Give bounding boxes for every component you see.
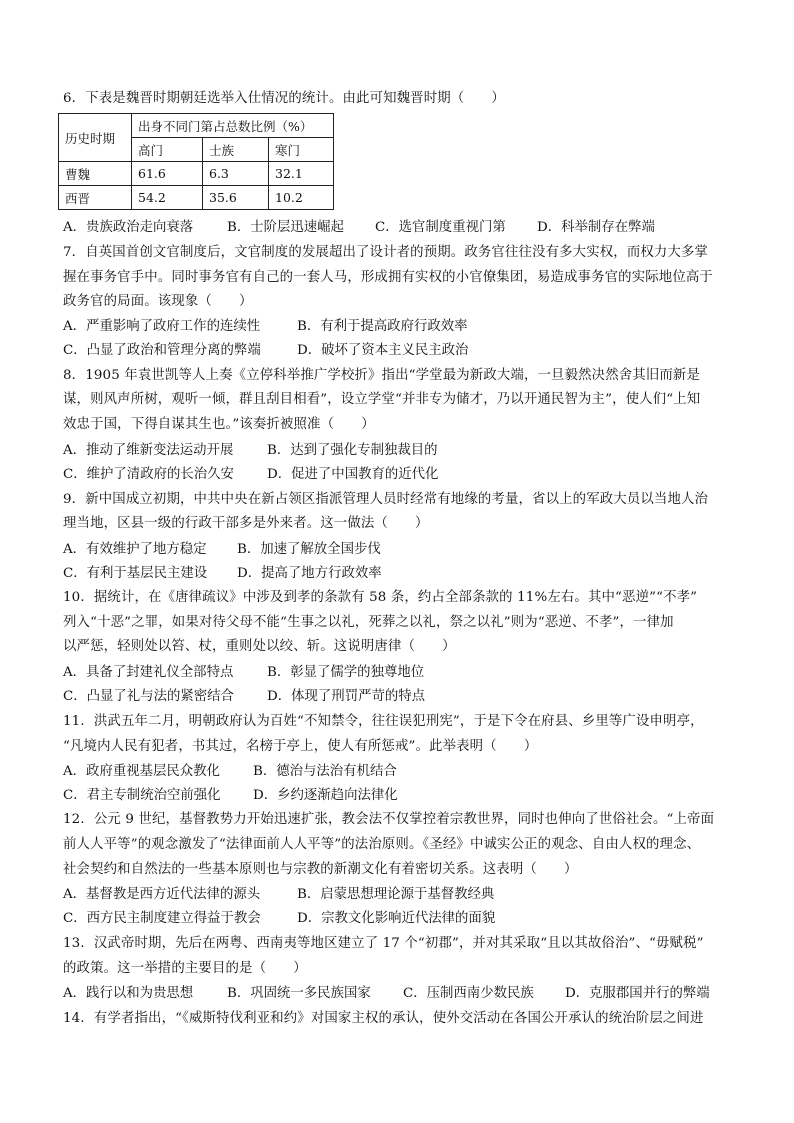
q10-line: 列入“十恶”之罪，如果对待父母不能“生事之以礼，死葬之以礼，祭之以礼”则为“恶逆、不孝”，一律加 xyxy=(63,615,674,630)
option-b[interactable]: B．启蒙思想理论源于基督教经典 xyxy=(297,887,495,902)
value-cell: 32.1 xyxy=(269,162,334,186)
option-d[interactable]: D．提高了地方行政效率 xyxy=(237,566,382,581)
value-cell: 54.2 xyxy=(132,186,203,210)
option-c[interactable]: C．凸显了政治和管理分离的弊端 xyxy=(63,343,261,358)
col-hanmen: 寒门 xyxy=(269,138,334,162)
period-cell: 曹魏 xyxy=(59,162,132,186)
option-a[interactable]: A．政府重视基层民众教化 xyxy=(63,764,220,779)
q14-line: 14．有学者指出，“《威斯特伐利亚和约》对国家主权的承认，使外交活动在各国公开承认的统治阶层之间进 xyxy=(63,1011,704,1026)
option-c[interactable]: C．凸显了礼与法的紧密结合 xyxy=(63,689,234,704)
option-c[interactable]: C．君主专制统治空前强化 xyxy=(63,788,221,803)
q10-line: 以严惩，轻则处以笞、杖，重则处以绞、斩。这说明唐律（ ） xyxy=(63,639,456,654)
q13-line: 13．汉武帝时期，先后在两粤、西南夷等地区建立了 17 个“初郡”，并对其采取“且以其故俗治”、“毋赋税” xyxy=(63,936,704,951)
q10-line: 10．据统计，在《唐律疏议》中涉及到孝的条款有 58 条，约占全部条款的 11%左右。其中“恶逆”“不孝” xyxy=(63,590,698,605)
q7-line: 握在事务官手中。同时事务官有自己的一套人马，形成拥有实权的小官僚集团，易造成事务官的实际地位高于 xyxy=(63,270,713,285)
q11-line: “凡境内人民有犯者，书其过，名榜于亭上，使人有所惩戒”。此举表明（ ） xyxy=(63,739,538,754)
q7-line: 7．自英国首创文官制度后，文官制度的发展超出了设计者的预期。政务官往往没有多大实权，而权力大多掌 xyxy=(63,245,709,260)
header-ratio: 出身不同门第占总数比例（%） xyxy=(132,114,334,138)
option-d[interactable]: D．破坏了资本主义民主政治 xyxy=(297,343,469,358)
q8-options-row1 xyxy=(63,442,438,460)
q9-options-row1 xyxy=(63,541,381,559)
q12-line: 12．公元 9 世纪，基督教势力开始迅速扩张，教会法不仅掌控着宗教世界，同时也伸向了世俗社会。“上帝面 xyxy=(63,812,715,827)
option-b[interactable]: B．士阶层迅速崛起 xyxy=(227,220,344,235)
header-period: 历史时期 xyxy=(59,114,132,162)
q12-options-row2 xyxy=(63,910,495,928)
option-c[interactable]: C．维护了清政府的长治久安 xyxy=(63,467,234,482)
option-a[interactable]: A．贵族政治走向衰落 xyxy=(63,220,194,235)
option-a[interactable]: A．推动了维新变法运动开展 xyxy=(63,443,234,458)
q12-line: 社会契约和自然法的一些基本原则也与宗教的新潮文化有着密切关系。这表明（ ） xyxy=(63,862,578,877)
col-gaomen: 高门 xyxy=(132,138,203,162)
q8-line: 8．1905 年袁世凯等人上奏《立停科举推广学校折》指出“学堂最为新政大端，一旦毅然决然舍其旧而新是 xyxy=(63,368,700,383)
table-row xyxy=(59,162,334,186)
q8-line: 谋，则风声所树，观听一倾，群且刮目相看”，设立学堂“并非专为储才，乃以开通民智为主”，使人们“上知 xyxy=(63,392,701,407)
q8-options-row2 xyxy=(63,466,438,484)
q13-options xyxy=(63,985,710,1003)
q6-options xyxy=(63,219,655,237)
q9-options-row2 xyxy=(63,565,382,583)
option-c[interactable]: C．选官制度重视门第 xyxy=(375,220,506,235)
option-b[interactable]: B．彰显了儒学的独尊地位 xyxy=(267,665,425,680)
option-c[interactable]: C．有利于基层民主建设 xyxy=(63,566,208,581)
q7-line: 政务官的局面。该现象（ ） xyxy=(63,294,253,309)
option-a[interactable]: A．有效维护了地方稳定 xyxy=(63,542,207,557)
option-b[interactable]: B．有利于提高政府行政效率 xyxy=(297,319,468,334)
q6-table xyxy=(58,113,334,210)
q9-line: 理当地，区县一级的行政干部多是外来者。这一做法（ ） xyxy=(63,516,429,531)
option-d[interactable]: D．乡约逐渐趋向法律化 xyxy=(253,788,398,803)
q12-options-row1 xyxy=(63,886,494,904)
value-cell: 61.6 xyxy=(132,162,203,186)
option-b[interactable]: B．巩固统一多民族国家 xyxy=(227,986,371,1001)
option-d[interactable]: D．体现了刑罚严苛的特点 xyxy=(267,689,426,704)
value-cell: 10.2 xyxy=(269,186,334,210)
option-b[interactable]: B．德治与法治有机结合 xyxy=(253,764,397,779)
option-c[interactable]: C．西方民主制度建立得益于教会 xyxy=(63,911,261,926)
q10-options-row1 xyxy=(63,664,424,682)
q7-options-row1 xyxy=(63,318,468,336)
q11-options-row1 xyxy=(63,763,397,781)
q12-line: 前人人平等”的观念激发了“法律面前人人平等”的法治原则。《圣经》中诚实公正的观念、自由人权的理念、 xyxy=(63,837,701,852)
option-b[interactable]: B．达到了强化专制独裁目的 xyxy=(267,443,438,458)
option-a[interactable]: A．严重影响了政府工作的连续性 xyxy=(63,319,261,334)
q13-line: 的政策。这一举措的主要目的是（ ） xyxy=(63,961,307,976)
option-d[interactable]: D．克服郡国并行的弊端 xyxy=(565,986,710,1001)
option-a[interactable]: A．具备了封建礼仪全部特点 xyxy=(63,665,234,680)
q11-line: 11．洪武五年二月，明朝政府认为百姓“不知禁令，往往误犯刑宪”，于是下令在府县、乡里等广设申明亭， xyxy=(63,714,704,729)
col-shizu: 士族 xyxy=(203,138,269,162)
option-d[interactable]: D．促进了中国教育的近代化 xyxy=(267,467,439,482)
value-cell: 35.6 xyxy=(203,186,269,210)
q10-options-row2 xyxy=(63,688,425,706)
q11-options-row2 xyxy=(63,787,398,805)
q6-stem: 6．下表是魏晋时期朝廷选举入仕情况的统计。由此可知魏晋时期（ ） xyxy=(63,91,505,106)
period-cell: 西晋 xyxy=(59,186,132,210)
option-a[interactable]: A．基督教是西方近代法律的源头 xyxy=(63,887,261,902)
option-b[interactable]: B．加速了解放全国步伐 xyxy=(237,542,381,557)
q9-line: 9．新中国成立初期，中共中央在新占领区指派管理人员时经常有地缘的考量，省以上的军政大员以当地人治 xyxy=(63,492,709,507)
q8-line: 效忠于国，下得自谋其生也。”该奏折被照准（ ） xyxy=(63,417,375,432)
q7-options-row2 xyxy=(63,342,468,360)
table-row xyxy=(59,186,334,210)
option-c[interactable]: C．压制西南少数民族 xyxy=(403,986,534,1001)
option-d[interactable]: D．科举制存在弊端 xyxy=(537,220,655,235)
option-a[interactable]: A．践行以和为贵思想 xyxy=(63,986,194,1001)
option-d[interactable]: D．宗教文化影响近代法律的面貌 xyxy=(297,911,496,926)
value-cell: 6.3 xyxy=(203,162,269,186)
